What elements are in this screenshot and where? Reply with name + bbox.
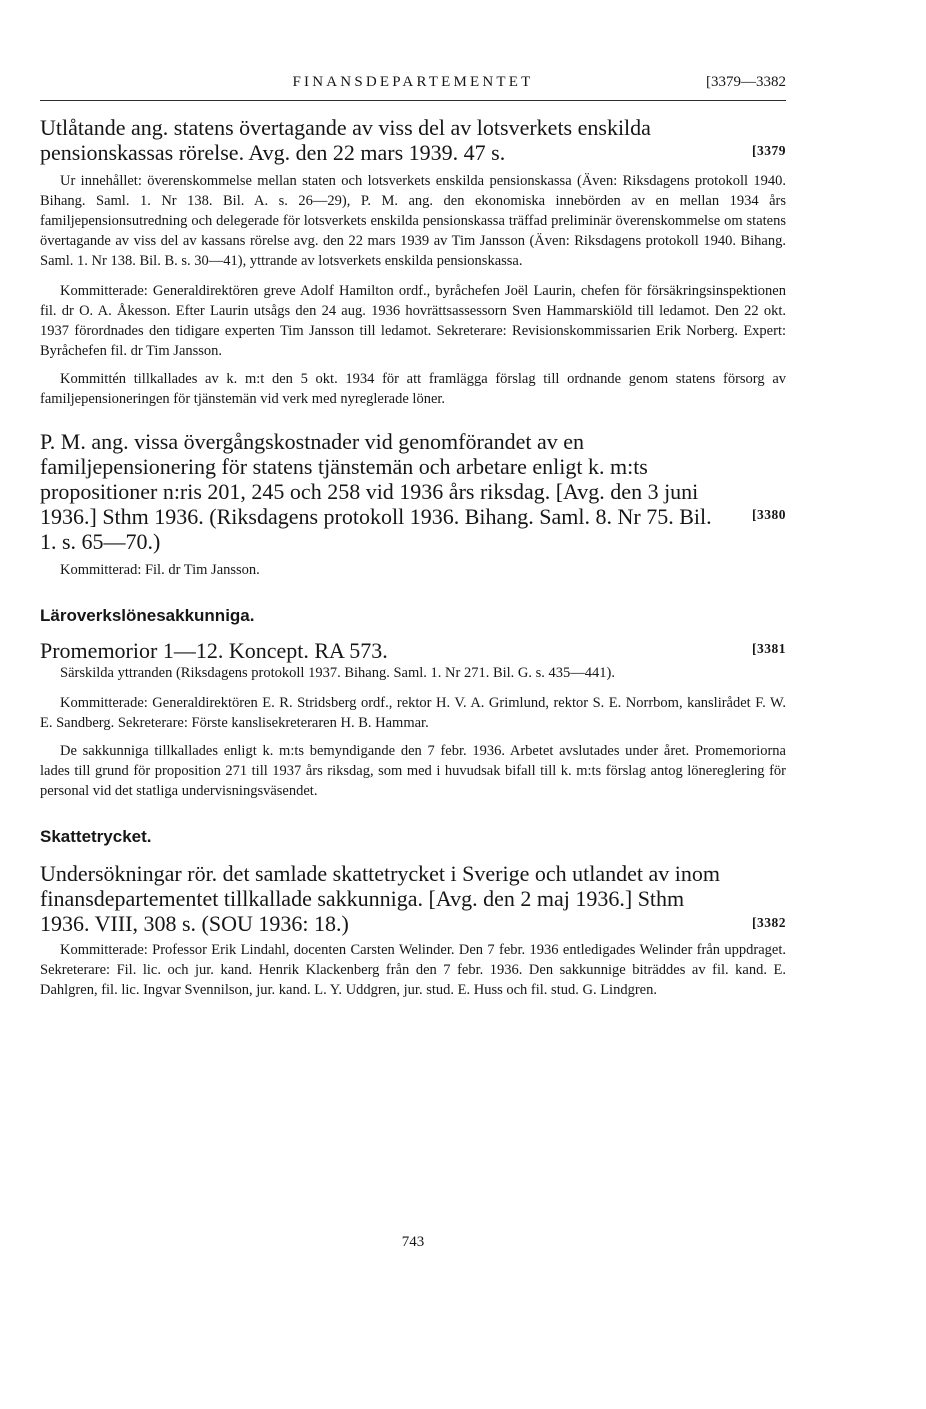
document-page bbox=[40, 72, 786, 1250]
entry-number: [3381 bbox=[752, 641, 786, 656]
entry-heading: Promemorior 1—12. Koncept. RA 573. bbox=[40, 638, 388, 663]
section-laroverkslonesakkunniga bbox=[40, 606, 786, 801]
entry-heading: Undersökningar rör. det samlade skattetrycket i Sverige och utlandet av inom finansdepartementet tillkallade sakkunniga. [Avg. den 2 maj 1936.] Sthm 1936. VIII, 308 s. (SOU 1936: 18.) bbox=[40, 861, 720, 936]
page-number: 743 bbox=[401, 1234, 425, 1250]
entry-paragraph: Kommitterade: Professor Erik Lindahl, docenten Carsten Welinder. Den 7 febr. 1936 entledigades Welinder från uppdraget. Sekreterare: Fil. lic. och jur. kand. Henrik Klackenberg från den 7 febr. 1936. Den sakkunnige biträddes av fil. kand. E. Dahlgren, fil. lic. Ingvar Svennilson, jur. kand. L. Y. Uddgren, jur. stud. E. Huss och fil. stud. G. Lindgren. bbox=[40, 942, 786, 998]
entry-paragraph: Särskilda yttranden (Riksdagens protokoll 1937. Bihang. Saml. 1. Nr 271. Bil. G. s. 435—441). bbox=[60, 665, 615, 681]
entry-paragraph: Ur innehållet: överenskommelse mellan staten och lotsverkets enskilda pensionskassa (Även: Riksdagens protokoll 1940. Bihang. Saml. 1. Nr 138. Bil. A. s. 26—29), P. M. ang. den ekonomiska innebörden av en mellan 1934 års familjepensionsutredning och delegerade för lotsverkets enskilda pensionskassa träffad preliminär överenskommelse om statens övertagande av viss del av kassans rörelse avg. den 22 mars 1939 av Tim Jansson (Även: Riksdagens protokoll 1940. Bihang. Saml. 1. Nr 138. Bil. B. s. 30—41), yttrande av lotsverkets enskilda pensionskassa. bbox=[40, 173, 786, 269]
entry-3380 bbox=[40, 429, 786, 580]
entry-paragraph: Kommitterad: Fil. dr Tim Jansson. bbox=[60, 562, 260, 578]
entry-number: [3379 bbox=[752, 143, 786, 158]
entry-paragraph: Kommittén tillkallades av k. m:t den 5 okt. 1934 för att framlägga förslag till ordnande genom statens försorg av familjepensioneringen för tjänstemän vid verk med nyreglerade löner. bbox=[40, 371, 786, 407]
entry-heading: P. M. ang. vissa övergångskostnader vid genomförandet av en familjepensionering för statens tjänstemän och arbetare enligt k. m:ts propositioner n:ris 201, 245 och 258 vid 1936 års riksdag. [Avg. den 3 juni 1936.] Sthm 1936. (Riksdagens protokoll 1936. Bihang. Saml. 8. Nr 75. Bil. 1. s. 65—70.) bbox=[40, 429, 712, 554]
running-header bbox=[40, 72, 786, 101]
entry-paragraph: Kommitterade: Generaldirektören greve Adolf Hamilton ordf., byråchefen Joël Laurin, chefen för försäkringsinspektionen fil. dr O. A. Åkesson. Efter Laurin utsågs den 24 aug. 1936 hovrättsassessorn Sven Hammarskiöld till ledamot. Den 22 okt. 1937 förordnades den tidigare experten Tim Jansson till ledamot. Sekreterare: Revisionskommissarien Erik Norberg. Expert: Byråchefen fil. dr Tim Jansson. bbox=[40, 283, 786, 359]
entry-3379 bbox=[40, 115, 786, 409]
section-title: Skattetrycket. bbox=[40, 827, 152, 846]
entry-paragraph: Kommitterade: Generaldirektören E. R. Stridsberg ordf., rektor H. V. A. Grimlund, rektor S. E. Norrbom, kanslirådet F. W. E. Sandberg. Sekreterare: Förste kanslisekreteraren H. B. Hammar. bbox=[40, 695, 786, 731]
header-title: FINANSDEPARTEMENTET bbox=[292, 74, 534, 90]
section-skattetrycket bbox=[40, 827, 786, 1000]
entry-number: [3380 bbox=[752, 507, 786, 522]
entry-number: [3382 bbox=[752, 915, 786, 930]
section-title: Läroverkslönesakkunniga. bbox=[40, 606, 255, 625]
entry-paragraph: De sakkunniga tillkallades enligt k. m:ts bemyndigande den 7 febr. 1936. Arbetet avslutades under året. Promemoriorna lades till grund för proposition 271 till 1937 års riksdag, som med i huvudsak bifall till k. m:ts förslag antog lönereglering för personal vid det statliga undervisningsväsendet. bbox=[40, 743, 786, 799]
header-page-range: [3379—3382 bbox=[706, 74, 786, 90]
entry-heading: Utlåtande ang. statens övertagande av viss del av lotsverkets enskilda pensionskassas rörelse. Avg. den 22 mars 1939. 47 s. bbox=[40, 115, 651, 165]
